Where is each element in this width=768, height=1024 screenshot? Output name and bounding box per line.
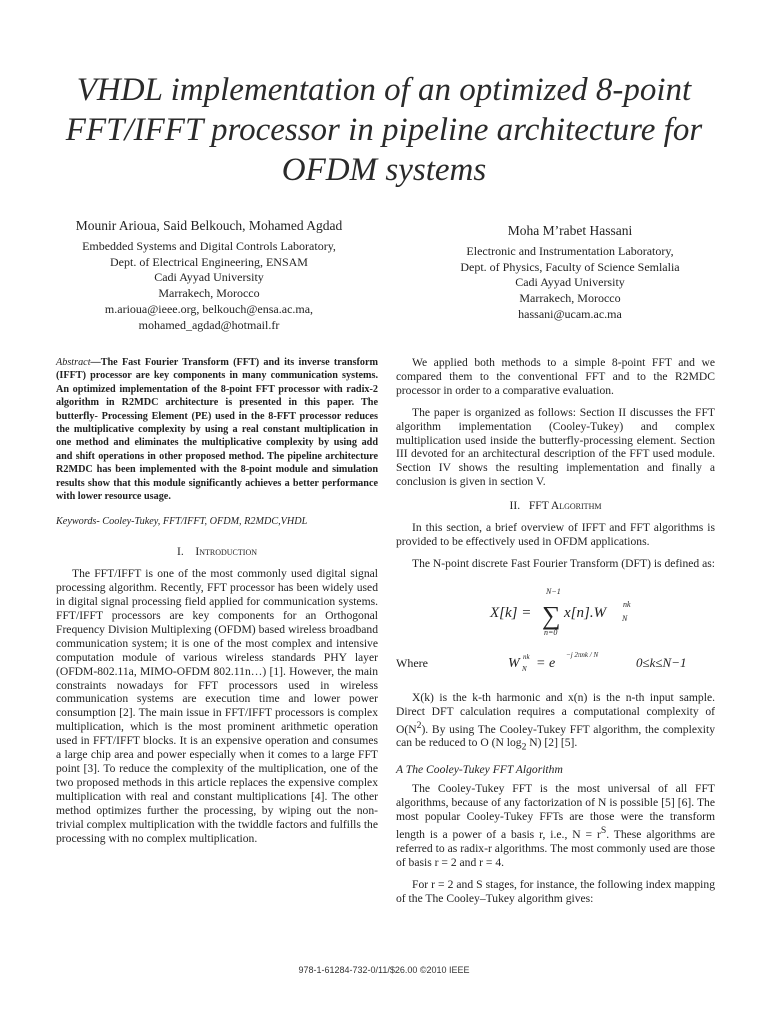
affiliation-line: Embedded Systems and Digital Controls Laboratory, bbox=[82, 238, 336, 253]
affiliation-line: Electronic and Instrumentation Laboratory, bbox=[466, 243, 674, 258]
affiliation-line: Cadi Ayyad University bbox=[515, 275, 625, 290]
dft-lhs: X[k] = bbox=[490, 604, 532, 621]
affiliation-line: Marrakech, Morocco bbox=[519, 291, 621, 306]
body-paragraph: X(k) is the k-th harmonic and x(n) is the n-th input sample. Direct DFT calculation requires a computational complexity of $O(N^2)$. By using The Cooley-Tukey FFT algorithm, the complexity can be reduced to O (N $\log_2 N$) [2] [5]. bbox=[396, 690, 715, 753]
twiddle-w-superscript: nk bbox=[523, 652, 530, 661]
twiddle-w-subscript: N bbox=[522, 664, 527, 673]
author-email: m.arioua@ieee.org, belkouch@ensa.ac.ma, bbox=[104, 301, 314, 316]
section-heading-introduction: I. Introduction bbox=[177, 545, 257, 559]
abstract-label: Abstract bbox=[56, 357, 91, 368]
body-paragraph: In this section, a brief overview of IFFT and FFT algorithms is provided to be effectively used in OFDM applications. bbox=[396, 521, 715, 548]
author-block-left bbox=[44, 218, 374, 334]
affiliation-line: Marrakech, Morocco bbox=[158, 286, 260, 301]
abstract-text: —The Fast Fourier Transform (FFT) and its inverse transform (IFFT) processor are key components in many communication systems. An optimized implementation of the 8-point FFT processor with radix-2 algorithm in R2MDC architecture is presented in this paper. The butterfly- Processing Element (PE) used in the 8-FFT processor reduces the multiplicative complexity by using a real constant multiplication in one method and eliminates the multiplicative complexity by using add and shift operations in other proposed method. The pipeline architecture R2MDC has been implemented with the 8-point module and simulation results show that this module significantly achieves a better performance with lower resource usage. bbox=[56, 357, 378, 503]
right-column bbox=[396, 356, 715, 914]
dft-equation-graphic bbox=[396, 579, 715, 639]
twiddle-superscript: nk bbox=[623, 599, 631, 609]
body-paragraph: The N-point discrete Fast Fourier Transform (DFT) is defined as: bbox=[412, 556, 715, 570]
body-paragraph: For r = 2 and S stages, for instance, the following index mapping of the The Cooley–Tukey algorithm gives: bbox=[396, 877, 715, 905]
sum-upper-limit: N−1 bbox=[546, 586, 561, 596]
twiddle-subscript: N bbox=[622, 613, 628, 623]
body-paragraph: The paper is organized as follows: Section II discusses the FFT algorithm implementation (Cooley-Tukey) and complex multiplication used inside the butterfly-processing element. Section III devoted for an architectural description of the FFT used module. Section IV shows the resulting implementation and finally a conclusion is given in section V. bbox=[396, 405, 715, 489]
body-paragraph: The Cooley-Tukey FFT is the most universal of all FFT algorithms, because of any factorization of N is possible [5] [6]. The most popular Cooley-Tukey FFTs are those were the transform length is a power of a basis r, i.e., $N = r^S$. These algorithms are referred to as radix-r algorithms. The most commonly used are those of basis r = 2 and r = 4. bbox=[396, 782, 715, 869]
body-paragraph: We applied both methods to a simple 8-point FFT and we compared them to the conventional FFT and to the R2MDC processor in order to a comparative evaluation. bbox=[396, 356, 715, 397]
dft-equation bbox=[396, 579, 715, 639]
twiddle-w: W bbox=[508, 655, 520, 671]
index-range: 0≤k≤N−1 bbox=[636, 654, 687, 670]
copyright-footer: 978-1-61284-732-0/11/$26.00 ©2010 IEEE bbox=[298, 965, 470, 975]
twiddle-exponent: −j 2πnk / N bbox=[566, 650, 599, 659]
section-heading-fft-algorithm: II. FFT Algorithm bbox=[509, 499, 602, 513]
affiliation-line: Cadi Ayyad University bbox=[154, 270, 264, 285]
dft-rhs: x[n].W bbox=[564, 604, 607, 621]
affiliation-line: Dept. of Electrical Engineering, ENSAM bbox=[110, 254, 308, 269]
author-email: mohamed_agdad@hotmail.fr bbox=[138, 317, 280, 332]
twiddle-equation bbox=[396, 645, 715, 679]
author-block-right bbox=[400, 223, 740, 323]
twiddle-exp-base: = e bbox=[536, 655, 556, 671]
abstract bbox=[56, 356, 378, 503]
paper-title: VHDL implementation of an optimized 8-point FFT/IFFT processor in pipeline architecture for OFDM systems bbox=[65, 72, 703, 188]
subsection-heading-cooley-tukey: A The Cooley-Tukey FFT Algorithm bbox=[396, 762, 563, 776]
author-names: Mounir Arioua, Said Belkouch, Mohamed Agdad bbox=[75, 218, 343, 233]
where-label: Where bbox=[396, 655, 428, 670]
sum-symbol: ∑ bbox=[542, 600, 561, 630]
author-names: Moha M’rabet Hassani bbox=[507, 223, 633, 238]
author-email: hassani@ucam.ac.ma bbox=[518, 306, 622, 321]
keywords: Keywords- Cooley-Tukey, FFT/IFFT, OFDM, R2MDC,VHDL bbox=[56, 516, 308, 528]
body-paragraph: The FFT/IFFT is one of the most commonly used digital signal processing algorithm. Recently, FFT processor has been widely used in digital signal processing field applied for communication systems. FFT/IFFT processors are key components for an Orthogonal Frequency Division Multiplexing (OFDM) based wireless broadband communication system; it is one of the most complex and intensive computation module of various wireless standards PHY layer (OFDM-802.11a, MIMO-OFDM 802.11n…) [1]. However, the main constraints nowadays for FFT processors used in wireless communication systems are execution time and lower power consumption [2]. The main issue in FFT/IFFT processors is complex multiplication, which is the most prominent arithmetic operation used in FFT/IFFT blocks. It is an expensive operation and consumes a large chip area and power especially when it comes to a large FFT point [3]. To reduce the complexity of the multiplication, one of the two proposed methods in this article replaces the expensive complex multiplication with real and constant multiplications [4]. The other method optimizes further the processing, by wiping out the non-trivial complex multiplication with the twiddle factors and fulfills the processing with no complex multiplication. bbox=[56, 567, 378, 845]
twiddle-equation-graphic bbox=[396, 645, 715, 679]
left-column bbox=[56, 356, 378, 853]
sum-lower-limit: n=0 bbox=[544, 627, 558, 637]
affiliation-line: Dept. of Physics, Faculty of Science Semlalia bbox=[460, 259, 680, 274]
